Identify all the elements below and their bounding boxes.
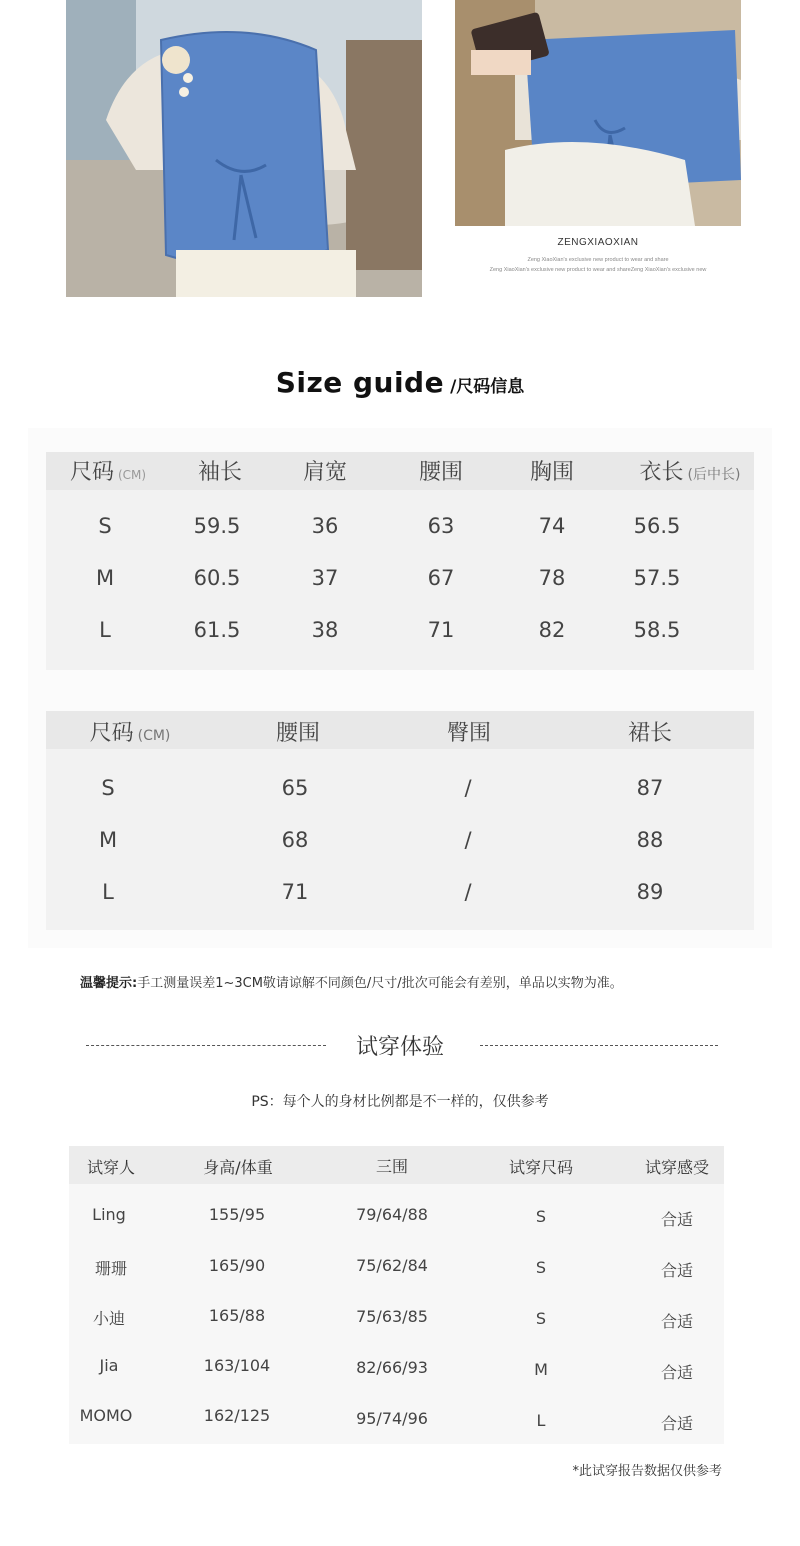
header-size: 尺码 (CM) bbox=[89, 721, 171, 746]
table-cell: 合适 bbox=[660, 1312, 694, 1331]
table-cell: M bbox=[534, 1360, 548, 1379]
table-cell: 165/90 bbox=[208, 1256, 266, 1275]
table-cell: 68 bbox=[281, 828, 309, 852]
top-size-table bbox=[46, 452, 754, 670]
table-cell: L bbox=[536, 1411, 546, 1430]
table-cell: 37 bbox=[311, 566, 339, 590]
table-cell: 75/63/85 bbox=[356, 1307, 428, 1326]
header-length: 衣长 (后中长) bbox=[639, 460, 741, 485]
table-cell: M bbox=[98, 828, 118, 852]
skirt-size-table bbox=[46, 711, 754, 930]
header-size: 尺码 (CM) bbox=[69, 460, 147, 485]
table-cell: 57.5 bbox=[633, 566, 681, 590]
table-cell: 89 bbox=[636, 880, 664, 904]
table-cell: 小迪 bbox=[92, 1309, 126, 1328]
size-guide-title-cn: /尺码信息 bbox=[450, 377, 525, 397]
table-cell: L bbox=[102, 880, 114, 904]
table-cell: S bbox=[535, 1207, 547, 1226]
table-cell: Ling bbox=[92, 1205, 126, 1224]
brand-tagline-2: Zeng XiaoXian's exclusive new product to wear and shareZeng XiaoXian's exclusive new bbox=[489, 267, 707, 273]
size-guide-title-en: Size guide bbox=[275, 366, 445, 399]
header-measurements: 三围 bbox=[375, 1157, 409, 1176]
table-cell: S bbox=[98, 514, 112, 538]
table-cell: / bbox=[464, 828, 472, 852]
table-cell: 38 bbox=[311, 618, 339, 642]
table-cell: 75/62/84 bbox=[356, 1256, 428, 1275]
table-cell: 59.5 bbox=[193, 514, 241, 538]
table-cell: 58.5 bbox=[633, 618, 681, 642]
header-waist: 腰围 bbox=[418, 460, 464, 485]
table-cell: 珊珊 bbox=[94, 1259, 128, 1278]
table-cell: 合适 bbox=[660, 1210, 694, 1229]
table-cell: 61.5 bbox=[193, 618, 241, 642]
header-tester: 试穿人 bbox=[86, 1158, 136, 1177]
table-cell: S bbox=[535, 1258, 547, 1277]
table-cell: 155/95 bbox=[208, 1205, 266, 1224]
table-cell: 74 bbox=[538, 514, 566, 538]
tip-text: 手工测量误差1~3CM敬请谅解不同颜色/尺寸/批次可能会有差别，单品以实物为准。 bbox=[137, 976, 623, 991]
tip-line bbox=[80, 972, 623, 991]
try-on-table bbox=[69, 1146, 724, 1444]
table-cell: 95/74/96 bbox=[356, 1409, 428, 1428]
table-cell: 56.5 bbox=[633, 514, 681, 538]
table-cell: 162/125 bbox=[203, 1406, 271, 1425]
table-cell: 71 bbox=[427, 618, 455, 642]
header-fit-feel: 试穿感受 bbox=[644, 1158, 710, 1177]
try-on-footnote: *此试穿报告数据仅供参考 bbox=[572, 1464, 722, 1479]
table-cell: 165/88 bbox=[208, 1306, 266, 1325]
table-cell: 36 bbox=[311, 514, 339, 538]
header-sleeve: 袖长 bbox=[197, 460, 243, 485]
table-cell: M bbox=[95, 566, 115, 590]
product-photo-left bbox=[66, 0, 422, 297]
table-cell: 67 bbox=[427, 566, 455, 590]
table-cell: S bbox=[535, 1309, 547, 1328]
table-cell: 71 bbox=[281, 880, 309, 904]
brand-name: ZENGXIAOXIAN bbox=[557, 237, 639, 248]
table-cell: 163/104 bbox=[203, 1356, 271, 1375]
table-cell: / bbox=[464, 776, 472, 800]
table-cell: 合适 bbox=[660, 1414, 694, 1433]
table-cell: 60.5 bbox=[193, 566, 241, 590]
table-cell: 79/64/88 bbox=[356, 1205, 428, 1224]
table-cell: 65 bbox=[281, 776, 309, 800]
size-guide-title bbox=[0, 366, 800, 399]
table-cell: Jia bbox=[99, 1356, 119, 1375]
header-chest: 胸围 bbox=[529, 460, 575, 485]
product-photo-right bbox=[455, 0, 741, 226]
try-on-note: PS：每个人的身材比例都是不一样的，仅供参考 bbox=[251, 1094, 549, 1110]
table-cell: 合适 bbox=[660, 1363, 694, 1382]
try-on-title: 试穿体验 bbox=[355, 1035, 444, 1060]
header-shoulder: 肩宽 bbox=[302, 460, 348, 485]
table-cell: L bbox=[99, 618, 111, 642]
header-height-weight: 身高/体重 bbox=[203, 1158, 273, 1177]
table-cell: / bbox=[464, 880, 472, 904]
table-cell: 82/66/93 bbox=[356, 1358, 428, 1377]
header-try-size: 试穿尺码 bbox=[508, 1158, 574, 1177]
header-hip: 臀围 bbox=[446, 721, 492, 746]
table-cell: 63 bbox=[427, 514, 455, 538]
table-cell: MOMO bbox=[79, 1406, 133, 1425]
header-waist: 腰围 bbox=[275, 721, 321, 746]
table-cell: 88 bbox=[636, 828, 664, 852]
table-cell: 78 bbox=[538, 566, 566, 590]
divider-right bbox=[480, 1045, 718, 1046]
table-cell: 87 bbox=[636, 776, 664, 800]
brand-tagline-1: Zeng XiaoXian's exclusive new product to wear and share bbox=[527, 257, 669, 263]
table-cell: 合适 bbox=[660, 1261, 694, 1280]
header-skirt-length: 裙长 bbox=[627, 721, 673, 746]
tip-label: 温馨提示: bbox=[80, 976, 138, 991]
table-cell: 82 bbox=[538, 618, 566, 642]
table-cell: S bbox=[101, 776, 115, 800]
